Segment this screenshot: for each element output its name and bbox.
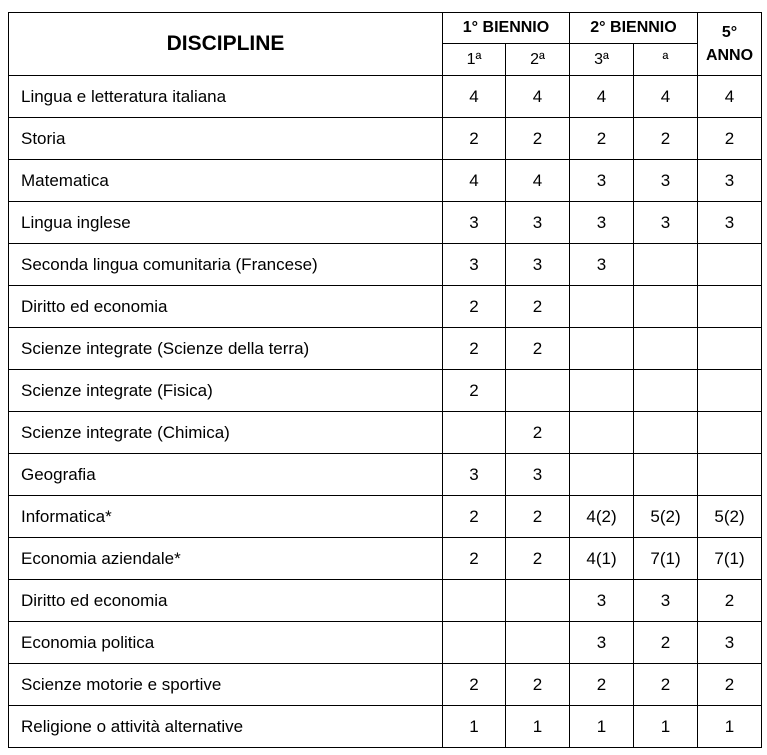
subject-cell: Seconda lingua comunitaria (Francese) <box>9 244 443 286</box>
subject-cell: Lingua e letteratura italiana <box>9 76 443 118</box>
hours-cell <box>634 454 698 496</box>
hours-cell: 2 <box>506 538 570 580</box>
subject-cell: Economia politica <box>9 622 443 664</box>
fifth-year-line2: ANNO <box>705 47 754 64</box>
hours-cell <box>634 286 698 328</box>
hours-cell: 2 <box>506 412 570 454</box>
hours-cell: 2 <box>698 664 762 706</box>
hours-cell: 2 <box>698 580 762 622</box>
hours-cell <box>506 580 570 622</box>
subject-cell: Scienze motorie e sportive <box>9 664 443 706</box>
hours-cell <box>698 244 762 286</box>
hours-cell: 2 <box>698 118 762 160</box>
hours-cell: 2 <box>443 118 506 160</box>
table-row <box>9 118 762 160</box>
year-header-3: 3ª <box>570 44 634 76</box>
hours-cell: 4 <box>634 76 698 118</box>
subject-cell: Informatica* <box>9 496 443 538</box>
hours-cell: 3 <box>570 580 634 622</box>
hours-cell: 4 <box>570 76 634 118</box>
header-row-groups <box>9 13 762 44</box>
hours-cell: 2 <box>443 538 506 580</box>
hours-cell: 2 <box>506 664 570 706</box>
curriculum-table-container <box>8 12 762 748</box>
hours-cell: 4 <box>506 160 570 202</box>
hours-cell <box>570 328 634 370</box>
table-row <box>9 580 762 622</box>
hours-cell: 3 <box>570 622 634 664</box>
hours-cell: 3 <box>570 160 634 202</box>
hours-cell: 2 <box>506 328 570 370</box>
hours-cell <box>698 286 762 328</box>
table-row <box>9 412 762 454</box>
hours-cell <box>698 328 762 370</box>
subject-cell: Scienze integrate (Fisica) <box>9 370 443 412</box>
hours-cell <box>570 412 634 454</box>
hours-cell: 2 <box>634 118 698 160</box>
hours-cell: 4 <box>443 76 506 118</box>
hours-cell: 7(1) <box>698 538 762 580</box>
subject-cell: Geografia <box>9 454 443 496</box>
hours-cell <box>698 370 762 412</box>
hours-cell <box>634 328 698 370</box>
hours-cell: 3 <box>570 244 634 286</box>
table-row <box>9 328 762 370</box>
table-row <box>9 202 762 244</box>
hours-cell <box>443 580 506 622</box>
curriculum-table <box>8 12 762 748</box>
hours-cell: 2 <box>506 286 570 328</box>
table-row <box>9 496 762 538</box>
hours-cell: 4 <box>506 76 570 118</box>
hours-cell: 2 <box>443 328 506 370</box>
hours-cell <box>443 412 506 454</box>
hours-cell: 2 <box>443 286 506 328</box>
hours-cell: 3 <box>506 244 570 286</box>
table-row <box>9 244 762 286</box>
table-row <box>9 454 762 496</box>
hours-cell <box>634 412 698 454</box>
table-row <box>9 160 762 202</box>
hours-cell <box>443 622 506 664</box>
subject-cell: Storia <box>9 118 443 160</box>
hours-cell: 2 <box>443 496 506 538</box>
hours-cell <box>506 370 570 412</box>
fifth-year-header <box>698 13 762 76</box>
hours-cell: 7(1) <box>634 538 698 580</box>
hours-cell: 1 <box>698 706 762 748</box>
discipline-header: DISCIPLINE <box>9 13 443 76</box>
hours-cell: 2 <box>443 664 506 706</box>
hours-cell: 3 <box>443 244 506 286</box>
hours-cell: 1 <box>570 706 634 748</box>
subject-cell: Religione o attività alternative <box>9 706 443 748</box>
hours-cell: 4 <box>443 160 506 202</box>
table-row <box>9 538 762 580</box>
hours-cell: 2 <box>570 664 634 706</box>
hours-cell <box>506 622 570 664</box>
subject-cell: Economia aziendale* <box>9 538 443 580</box>
hours-cell: 2 <box>443 370 506 412</box>
hours-cell: 2 <box>634 622 698 664</box>
hours-cell: 3 <box>506 454 570 496</box>
subject-cell: Scienze integrate (Chimica) <box>9 412 443 454</box>
hours-cell: 1 <box>443 706 506 748</box>
hours-cell: 2 <box>570 118 634 160</box>
hours-cell <box>634 370 698 412</box>
hours-cell: 2 <box>506 118 570 160</box>
hours-cell <box>570 454 634 496</box>
year-header-1: 1ª <box>443 44 506 76</box>
table-row <box>9 76 762 118</box>
subject-cell: Scienze integrate (Scienze della terra) <box>9 328 443 370</box>
subject-cell: Matematica <box>9 160 443 202</box>
subject-cell: Lingua inglese <box>9 202 443 244</box>
hours-cell: 5(2) <box>698 496 762 538</box>
hours-cell: 3 <box>506 202 570 244</box>
hours-cell <box>570 370 634 412</box>
table-row <box>9 664 762 706</box>
year-header-2: 2ª <box>506 44 570 76</box>
hours-cell: 3 <box>634 160 698 202</box>
hours-cell <box>698 454 762 496</box>
table-body <box>9 76 762 748</box>
subject-cell: Diritto ed economia <box>9 580 443 622</box>
hours-cell: 4 <box>698 76 762 118</box>
table-row <box>9 622 762 664</box>
hours-cell: 1 <box>634 706 698 748</box>
hours-cell: 2 <box>506 496 570 538</box>
hours-cell <box>570 286 634 328</box>
hours-cell: 3 <box>443 454 506 496</box>
hours-cell: 3 <box>570 202 634 244</box>
hours-cell: 3 <box>698 160 762 202</box>
hours-cell: 5(2) <box>634 496 698 538</box>
subject-cell: Diritto ed economia <box>9 286 443 328</box>
table-row <box>9 286 762 328</box>
first-biennium-header: 1° BIENNIO <box>443 13 570 44</box>
second-biennium-header: 2° BIENNIO <box>570 13 698 44</box>
table-row <box>9 706 762 748</box>
fifth-year-line1: 5° <box>721 24 738 41</box>
hours-cell: 3 <box>698 202 762 244</box>
hours-cell: 2 <box>634 664 698 706</box>
hours-cell: 3 <box>698 622 762 664</box>
hours-cell: 4(2) <box>570 496 634 538</box>
hours-cell: 3 <box>634 580 698 622</box>
hours-cell <box>634 244 698 286</box>
hours-cell: 3 <box>634 202 698 244</box>
hours-cell <box>698 412 762 454</box>
hours-cell: 3 <box>443 202 506 244</box>
hours-cell: 4(1) <box>570 538 634 580</box>
year-header-4: ª <box>634 44 698 76</box>
table-row <box>9 370 762 412</box>
hours-cell: 1 <box>506 706 570 748</box>
